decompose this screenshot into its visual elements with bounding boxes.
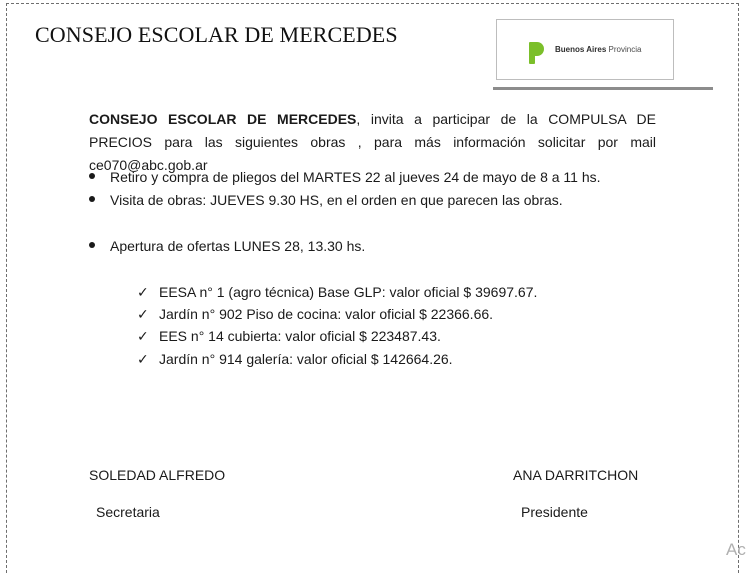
intro-bold-lead: CONSEJO ESCOLAR DE MERCEDES (89, 111, 357, 127)
work-item (137, 349, 453, 369)
work-text: Jardín n° 902 Piso de cocina: valor oficial $ 22366.66. (159, 306, 494, 322)
secretary-name: SOLEDAD ALFREDO (89, 467, 226, 483)
checkmark-icon: ✓ (137, 328, 149, 344)
bullet-icon (89, 196, 95, 202)
work-text: Jardín n° 914 galería: valor oficial $ 142664.26. (159, 351, 453, 367)
bullet-item (89, 236, 365, 256)
work-text: EESA n° 1 (agro técnica) Base GLP: valor oficial $ 39697.67. (159, 284, 538, 300)
president-name: ANA DARRITCHON (513, 467, 639, 483)
work-item (137, 282, 537, 302)
bullet-text: Visita de obras: JUEVES 9.30 HS, en el orden en que parecen las obras. (110, 192, 563, 208)
bullet-text: Apertura de ofertas LUNES 28, 13.30 hs. (110, 238, 366, 254)
province-logo-icon (527, 40, 545, 66)
bullet-item (89, 167, 601, 187)
bullet-text: Retiro y compra de pliegos del MARTES 22 al jueves 24 de mayo de 8 a 11 hs. (110, 169, 601, 185)
page-title: CONSEJO ESCOLAR DE MERCEDES (35, 22, 398, 47)
logo-brand: Buenos Aires (555, 45, 607, 54)
work-item (137, 304, 493, 324)
checkmark-icon: ✓ (137, 351, 149, 367)
bullet-icon (89, 242, 95, 248)
work-item (137, 326, 441, 346)
header-rule (493, 87, 713, 90)
secretary-role: Secretaria (96, 504, 160, 520)
intro-text: , invita a participar de la COMPULSA DE PRECIOS para las siguientes obras , para más información solicitar por mail ce070@abc.gob.ar (89, 111, 657, 173)
logo-region: Provincia (608, 45, 642, 54)
activation-watermark: Ac (726, 540, 746, 559)
province-logo (496, 19, 674, 80)
checkmark-icon: ✓ (137, 284, 149, 300)
bullet-icon (89, 173, 95, 179)
work-text: EES n° 14 cubierta: valor oficial $ 223487.43. (159, 328, 441, 344)
province-logo-text (555, 45, 641, 54)
president-role: Presidente (521, 504, 588, 520)
bullet-item (89, 190, 563, 210)
checkmark-icon: ✓ (137, 306, 149, 322)
